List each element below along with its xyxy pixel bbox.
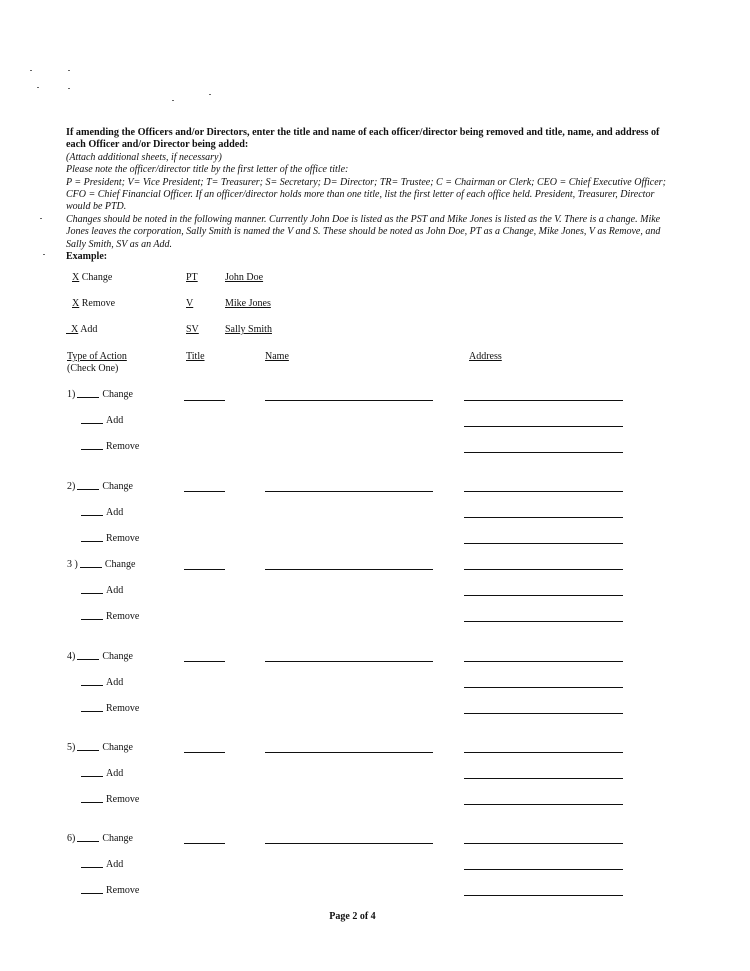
name-field[interactable]	[265, 843, 433, 844]
title-field[interactable]	[184, 569, 225, 570]
name-field[interactable]	[265, 569, 433, 570]
title-field[interactable]	[184, 400, 225, 401]
address-field[interactable]	[464, 452, 623, 453]
check-blank[interactable]	[81, 541, 103, 542]
entry-number: 6)	[67, 833, 76, 844]
title-codes: P = President; V= Vice President; T= Treasurer; S= Secretary; D= Director; TR= Trustee; C = Chairman or Clerk; CEO = Chief Executive Officer; CFO = Chief Financial Officer. If an officer/director holds more than one title, list the first letter of each office held. President, Treasurer, Director would be PTD.	[66, 176, 666, 213]
name-field[interactable]	[265, 752, 433, 753]
check-blank[interactable]	[80, 567, 102, 568]
entry-3-add: Add	[79, 585, 123, 596]
header-title: Title	[186, 351, 205, 362]
scan-speck	[209, 94, 211, 95]
instructions-block	[66, 127, 668, 263]
header-check-one: (Check One)	[67, 363, 119, 374]
scan-speck	[172, 100, 174, 101]
attach-note: (Attach additional sheets, if necessary)	[66, 151, 222, 163]
address-field[interactable]	[464, 426, 623, 427]
check-blank[interactable]	[81, 802, 103, 803]
address-field[interactable]	[464, 895, 623, 896]
check-blank[interactable]	[81, 893, 103, 894]
example-row-3-title: SV	[186, 324, 199, 335]
check-blank[interactable]	[81, 619, 103, 620]
entry-1-remove: Remove	[79, 441, 139, 452]
check-blank[interactable]	[77, 841, 99, 842]
entry-4-remove: Remove	[79, 703, 139, 714]
address-field[interactable]	[464, 543, 623, 544]
check-blank[interactable]	[81, 449, 103, 450]
example-row-2-action: X Remove	[72, 298, 116, 309]
entry-1-add: Add	[79, 415, 123, 426]
example-row-2-title: V	[186, 298, 194, 309]
changes-note: Changes should be noted in the following manner. Currently John Doe is listed as the PST and Mike Jones is listed as the V. There is a change. Mike Jones leaves the corporation, Sally Smith is named the V and S. These should be noted as John Doe, PT as a Change, Mike Jones, V as Remove, and Sally Smith, SV as an Add.	[66, 213, 661, 250]
scan-speck	[68, 70, 70, 71]
header-type-of-action: Type of Action	[67, 351, 127, 362]
address-field[interactable]	[464, 595, 623, 596]
address-field[interactable]	[464, 713, 623, 714]
example-row-1-name: John Doe	[225, 272, 264, 283]
address-field[interactable]	[464, 869, 623, 870]
address-field[interactable]	[464, 752, 623, 753]
entry-number: 2)	[67, 481, 76, 492]
check-blank[interactable]	[81, 515, 103, 516]
name-field[interactable]	[265, 400, 433, 401]
entry-1-change: 1) Change	[67, 389, 133, 400]
header-address: Address	[469, 351, 502, 362]
address-field[interactable]	[464, 400, 623, 401]
check-blank[interactable]	[77, 750, 99, 751]
address-field[interactable]	[464, 569, 623, 570]
entry-number: 5)	[67, 742, 76, 753]
example-row-1-action: X Change	[72, 272, 113, 283]
address-field[interactable]	[464, 778, 623, 779]
example-row-2-name: Mike Jones	[225, 298, 271, 309]
scan-speck	[40, 218, 42, 219]
scan-speck	[30, 70, 32, 71]
address-field[interactable]	[464, 491, 623, 492]
entry-6-change: 6) Change	[67, 833, 133, 844]
entry-4-add: Add	[79, 677, 123, 688]
example-row-1-title: PT	[186, 272, 198, 283]
address-field[interactable]	[464, 621, 623, 622]
instructions-heading: If amending the Officers and/or Directors, enter the title and name of each officer/director being removed and title, name, and address of each Officer and/or Director being added:	[66, 127, 660, 151]
entry-6-remove: Remove	[79, 885, 139, 896]
address-field[interactable]	[464, 804, 623, 805]
entry-4-change: 4) Change	[67, 651, 133, 662]
title-field[interactable]	[184, 661, 225, 662]
page-number: Page 2 of 4	[329, 911, 376, 922]
entry-2-change: 2) Change	[67, 481, 133, 492]
entry-number: 3 )	[67, 559, 78, 570]
check-blank[interactable]	[81, 593, 103, 594]
address-field[interactable]	[464, 687, 623, 688]
entry-number: 1)	[67, 389, 76, 400]
check-blank[interactable]	[81, 423, 103, 424]
entry-3-change: 3 ) Change	[67, 559, 136, 570]
title-note: Please note the officer/director title by the first letter of the office title:	[66, 164, 349, 176]
address-field[interactable]	[464, 843, 623, 844]
title-field[interactable]	[184, 843, 225, 844]
scan-speck	[43, 254, 45, 255]
address-field[interactable]	[464, 661, 623, 662]
name-field[interactable]	[265, 661, 433, 662]
title-field[interactable]	[184, 491, 225, 492]
check-blank[interactable]	[81, 867, 103, 868]
entry-2-add: Add	[79, 507, 123, 518]
entry-number: 4)	[67, 651, 76, 662]
address-field[interactable]	[464, 517, 623, 518]
entry-5-add: Add	[79, 768, 123, 779]
entry-5-change: 5) Change	[67, 742, 133, 753]
example-label: Example:	[66, 251, 108, 263]
example-row-3-name: Sally Smith	[225, 324, 272, 335]
check-blank[interactable]	[81, 685, 103, 686]
name-field[interactable]	[265, 491, 433, 492]
entry-2-remove: Remove	[79, 533, 139, 544]
entry-3-remove: Remove	[79, 611, 139, 622]
check-blank[interactable]	[77, 489, 99, 490]
scan-speck	[68, 88, 70, 89]
example-row-3-action: X Add	[71, 324, 98, 335]
check-blank[interactable]	[81, 711, 103, 712]
entry-5-remove: Remove	[79, 794, 139, 805]
entry-6-add: Add	[79, 859, 123, 870]
check-blank[interactable]	[81, 776, 103, 777]
title-field[interactable]	[184, 752, 225, 753]
scan-speck	[37, 87, 39, 88]
header-name: Name	[265, 351, 289, 362]
check-blank[interactable]	[77, 397, 99, 398]
check-blank[interactable]	[77, 659, 99, 660]
